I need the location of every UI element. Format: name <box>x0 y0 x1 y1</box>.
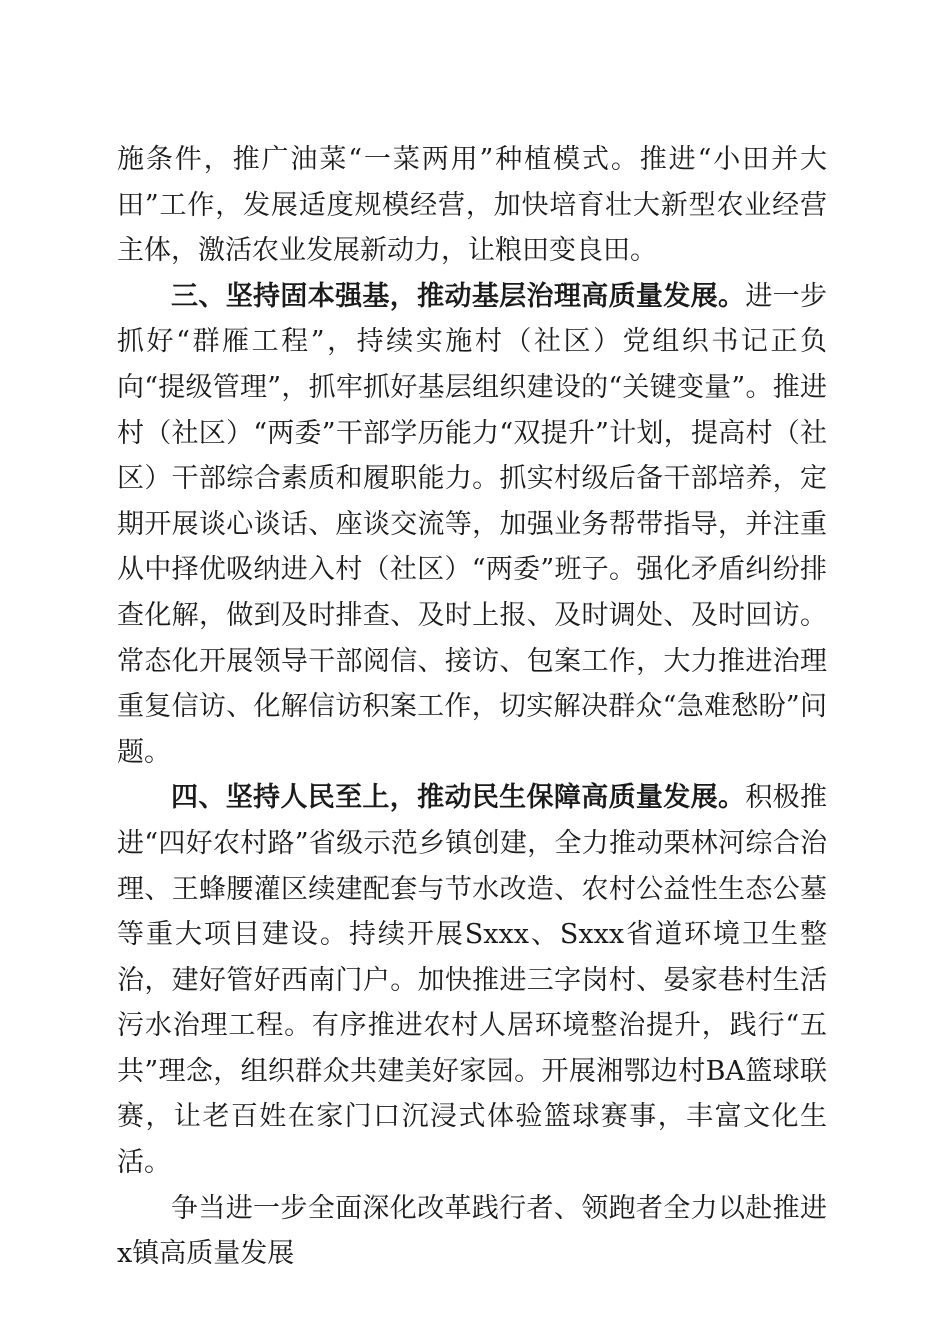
paragraph-grassroots-governance <box>117 274 827 776</box>
paragraph-livelihood <box>117 775 827 1185</box>
paragraph-continuation <box>117 137 827 274</box>
section-heading: 四、坚持人民至上，推动民生保障高质量发展。 <box>171 782 746 814</box>
paragraph-text: 进一步抓好“群雁工程”，持续实施村（社区）党组织书记正负向“提级管理”，抓牢抓好基层组织建设的“关键变量”。推进村（社区）“两委”干部学历能力“双提升”计划，提高村（社区）干部综合素质和履职能力。抓实村级后备干部培养，定期开展谈心谈话、座谈交流等，加强业务帮带指导，并注重从中择优吸纳进入村（社区）“两委”班子。强化矛盾纠纷排查化解，做到及时排查、及时上报、及时调处、及时回访。常态化开展领导干部阅信、接访、包案工作，大力推进治理重复信访、化解信访积案工作，切实解决群众“急难愁盼”问题。 <box>117 280 828 768</box>
closing-title-text: 争当进一步全面深化改革践行者、领跑者全力以赴推进x镇高质量发展 <box>117 1192 827 1270</box>
closing-title <box>117 1186 827 1277</box>
section-heading: 三、坚持固本强基，推动基层治理高质量发展。 <box>171 280 746 312</box>
document-page <box>117 137 827 1277</box>
paragraph-text: 施条件，推广油菜“一菜两用”种植模式。推进“小田并大田”工作，发展适度规模经营，加快培育壮大新型农业经营主体，激活农业发展新动力，让粮田变良田。 <box>117 144 827 267</box>
paragraph-text: 积极推进“四好农村路”省级示范乡镇创建，全力推动栗林河综合治理、王蜂腰灌区续建配套与节水改造、农村公益性生态公墓等重大项目建设。持续开展Sxxx、Sxxx省道环境卫生整治，建好管好西南门户。加快推进三字岗村、晏家巷村生活污水治理工程。有序推进农村人居环境整治提升，践行“五共”理念，组织群众共建美好家园。开展湘鄂边村BA篮球联赛，让老百姓在家门口沉浸式体验篮球赛事，丰富文化生活。 <box>117 782 828 1179</box>
